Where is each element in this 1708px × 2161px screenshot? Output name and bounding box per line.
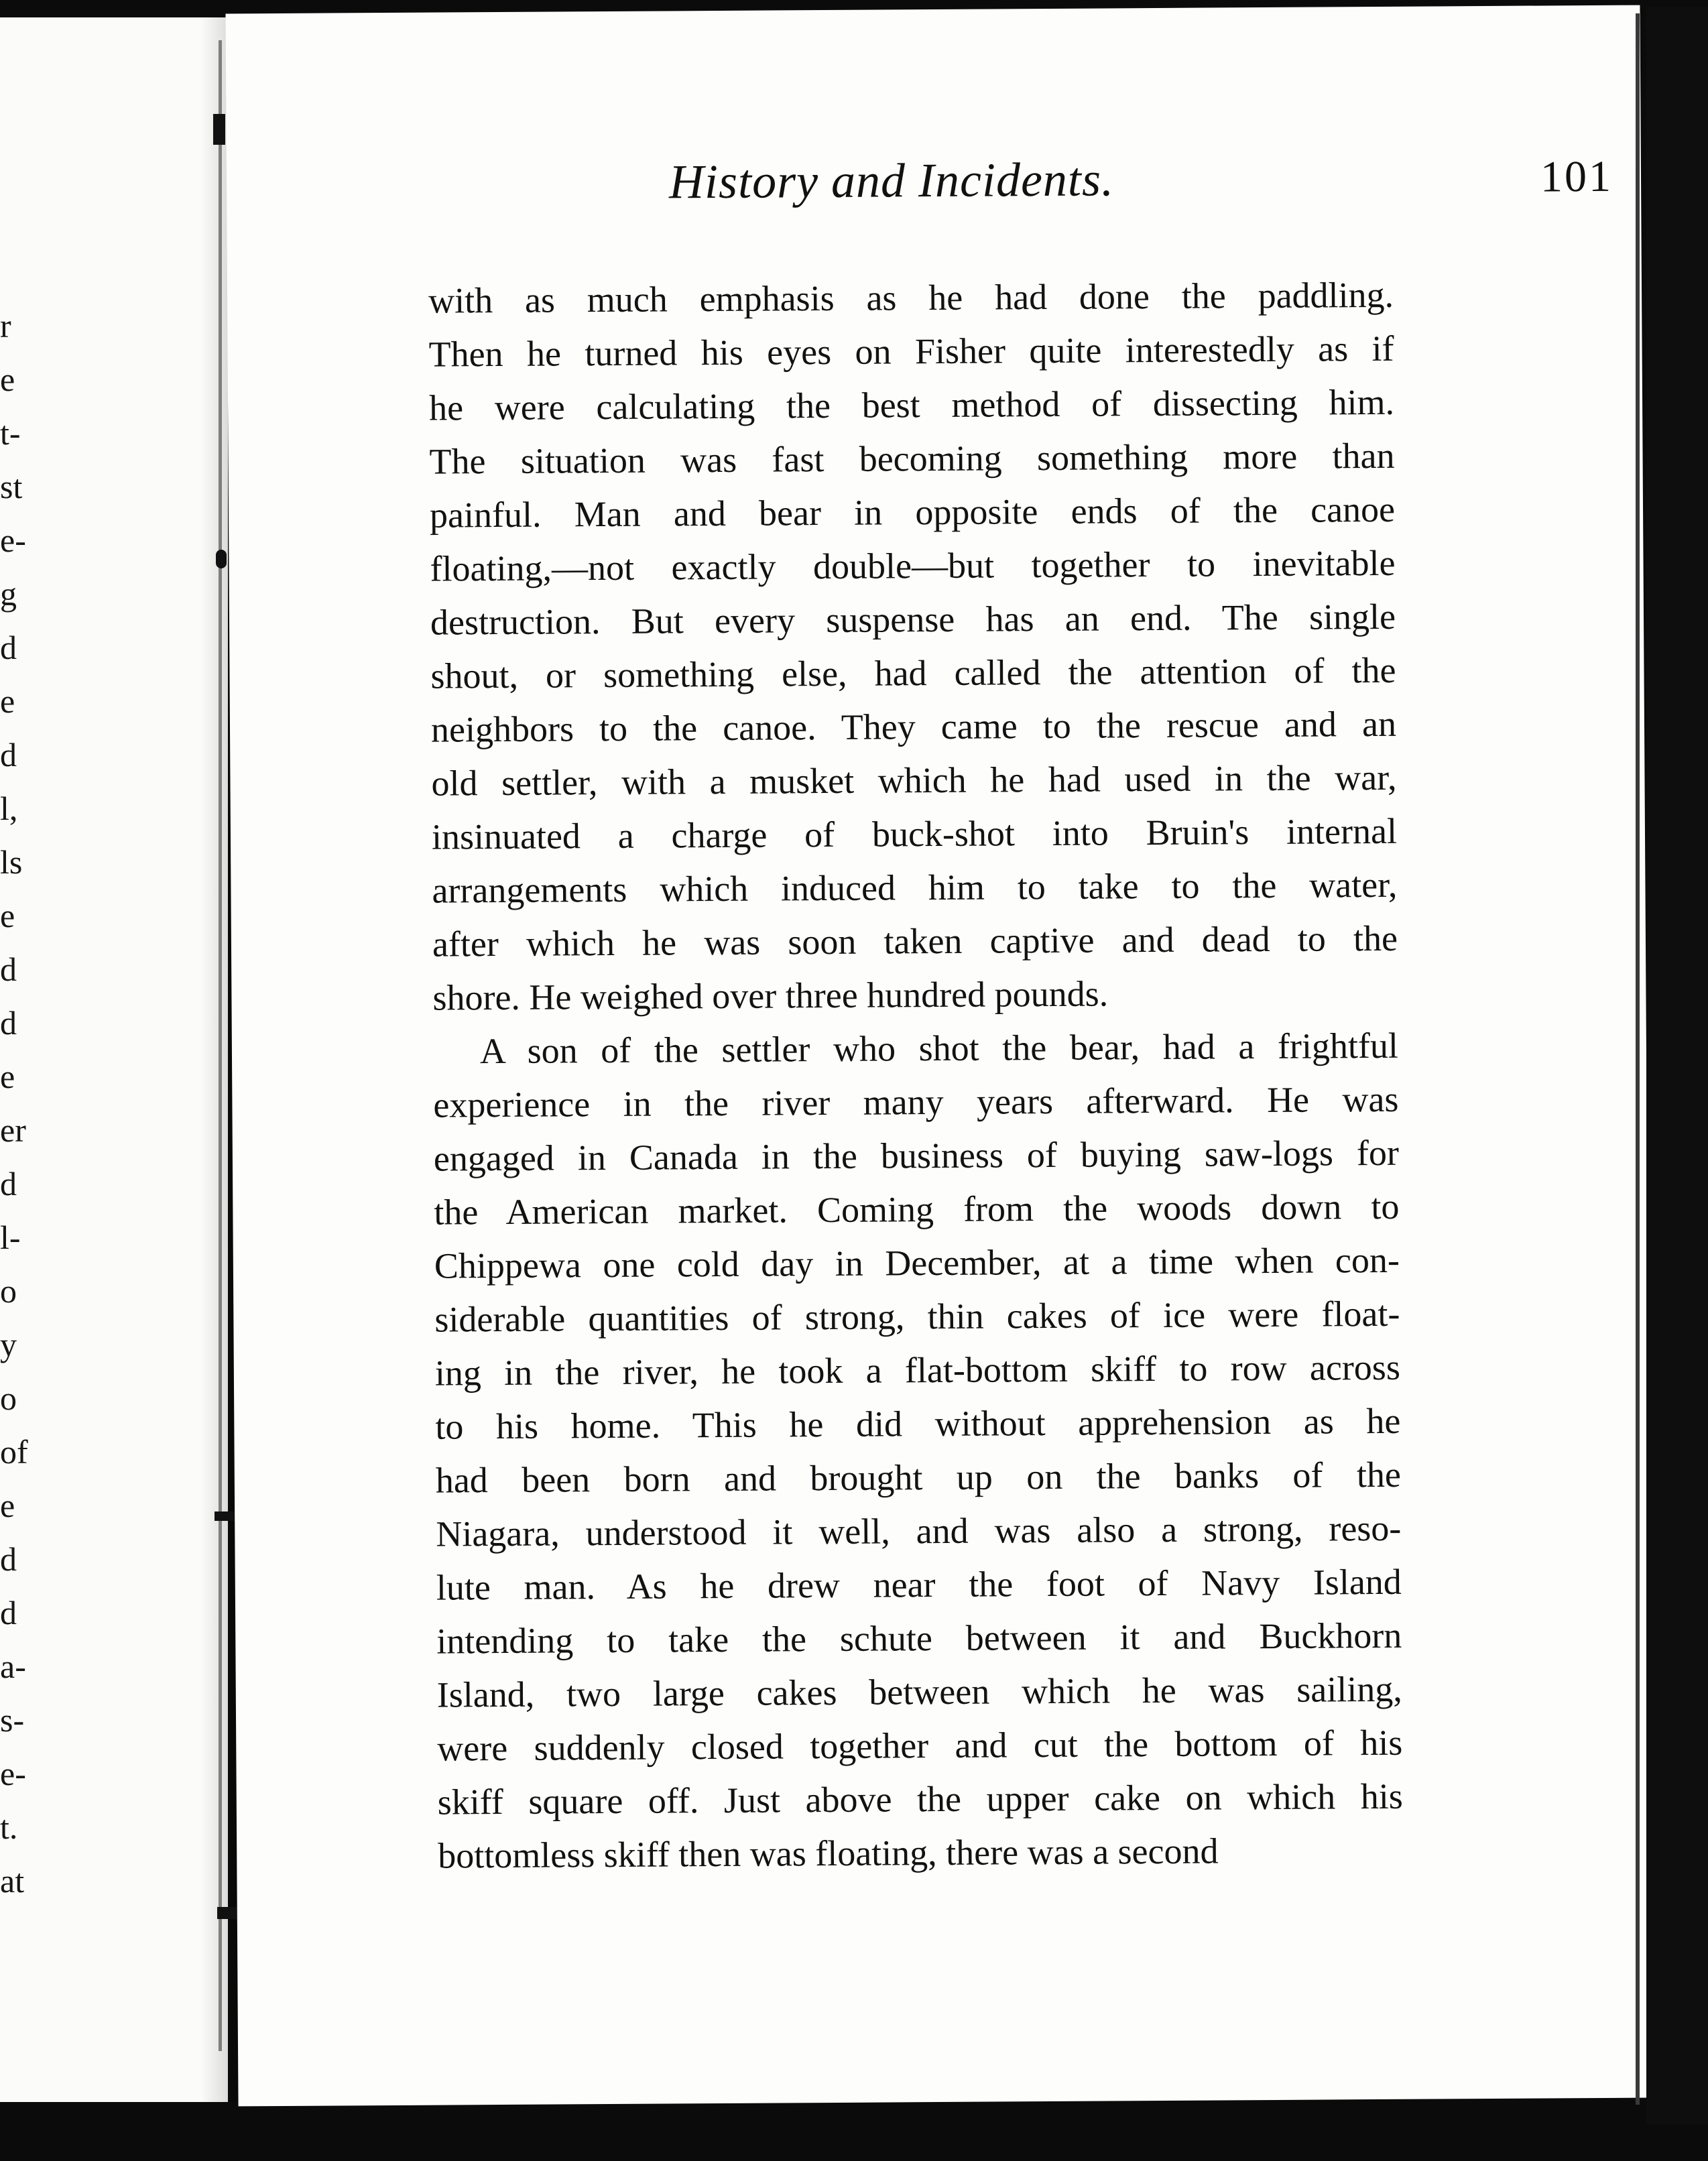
text-line: painful. Man and bear in opposite ends of the canoe <box>429 489 1396 536</box>
facing-page-fragments <box>0 299 27 1908</box>
text-line: floating,—not exactly double—but together to inevitable <box>430 542 1396 589</box>
text-line: old settler, with a musket which he had used in the war, <box>431 757 1397 804</box>
facing-page-fragment: st <box>0 468 23 505</box>
text-line: Island, two large cakes between which he was sailing, <box>436 1668 1402 1715</box>
facing-page-fragment: of <box>0 1433 28 1471</box>
facing-page-fragment: d <box>0 629 17 666</box>
facing-page-fragment: s- <box>0 1701 25 1739</box>
text-line: skiff square off. Just above the upper cake on which his <box>437 1776 1403 1823</box>
facing-page-fragment: t. <box>0 1808 18 1846</box>
facing-page-fragment: o <box>0 1272 17 1310</box>
paragraph <box>433 1019 1404 1883</box>
page-edge-line <box>1636 13 1640 2105</box>
running-title: History and Incidents. <box>668 152 1115 209</box>
facing-page-fragment: d <box>0 1165 17 1202</box>
facing-page-fragment: l- <box>0 1219 21 1256</box>
facing-page-fragment: ls <box>0 843 23 881</box>
text-line: after which he was soon taken captive and dead to the <box>432 918 1398 965</box>
facing-page-fragment: g <box>0 575 17 613</box>
text-line: bottomless skiff then was floating, there was a second <box>438 1831 1219 1876</box>
text-line: with as much emphasis as he had done the paddling. <box>428 274 1394 321</box>
facing-page-fragment: e <box>0 361 15 398</box>
text-line: arrangements which induced him to take to the water, <box>432 864 1398 911</box>
text-line: to his home. This he did without apprehension as he <box>435 1400 1401 1447</box>
facing-page-fragment: at <box>0 1862 25 1900</box>
facing-page-fragment: o <box>0 1379 17 1417</box>
paragraph <box>428 268 1398 1025</box>
text-line: shout, or something else, had called the attention of the <box>430 650 1396 696</box>
facing-page-fragment: r <box>0 307 11 345</box>
text-line: Then he turned his eyes on Fisher quite interestedly as if <box>428 328 1394 375</box>
facing-page-fragment: er <box>0 1111 26 1149</box>
facing-page-fragment: y <box>0 1326 17 1363</box>
facing-page-fragment: t- <box>0 414 21 452</box>
facing-page-fragment: e <box>0 682 15 720</box>
text-line: ing in the river, he took a flat-bottom skiff to row across <box>434 1347 1401 1394</box>
binding-clip-top <box>213 114 225 145</box>
facing-page-fragment: l, <box>0 790 18 827</box>
text-line: insinuated a charge of buck-shot into Bruin's internal <box>431 810 1398 857</box>
text-line: Niagara, understood it well, and was also a strong, reso- <box>436 1507 1402 1554</box>
text-line: the American market. Coming from the woods down to <box>434 1186 1400 1233</box>
text-line: neighbors to the canoe. They came to the rescue and an <box>430 703 1397 750</box>
facing-page-fragment: d <box>0 1540 17 1578</box>
text-line: experience in the river many years afterward. He was <box>433 1078 1399 1125</box>
facing-page-fragment: d <box>0 1594 17 1631</box>
text-line: destruction. But every suspense has an end. The single <box>430 596 1396 643</box>
facing-page-fragment: d <box>0 950 17 988</box>
facing-page-fragment: e <box>0 1487 15 1524</box>
facing-page <box>0 17 228 2102</box>
binding-clip-lower <box>215 1511 235 1521</box>
page-edge-shadow <box>1646 7 1708 2125</box>
text-line: lute man. As he drew near the foot of Navy Island <box>436 1561 1402 1608</box>
page-number: 101 <box>1540 151 1613 202</box>
body-text <box>428 268 1404 1883</box>
text-line: intending to take the schute between it and Buckhorn <box>436 1615 1402 1662</box>
book-page <box>225 5 1652 2107</box>
text-line: had been born and brought up on the banks of the <box>435 1454 1402 1501</box>
binding-clip-middle <box>216 550 227 568</box>
text-line: engaged in Canada in the business of buying saw-logs for <box>433 1132 1400 1179</box>
facing-page-fragment: e <box>0 897 15 934</box>
facing-page-fragment: d <box>0 736 17 774</box>
text-line: siderable quantities of strong, thin cakes of ice were float- <box>434 1293 1400 1340</box>
text-line: shore. He weighed over three hundred pounds. <box>432 973 1109 1018</box>
text-line: he were calculating the best method of dissecting him. <box>428 381 1395 428</box>
facing-page-fragment: e <box>0 1058 15 1095</box>
facing-page-fragment: a- <box>0 1648 26 1685</box>
text-line: Chippewa one cold day in December, at a time when con- <box>434 1239 1400 1286</box>
facing-page-fragment: d <box>0 1004 17 1042</box>
facing-page-fragment: e- <box>0 521 26 559</box>
page-header <box>669 149 1642 229</box>
text-line: A son of the settler who shot the bear, had a frightful <box>479 1025 1399 1072</box>
text-line: were suddenly closed together and cut the bottom of his <box>437 1722 1403 1769</box>
binding-edge <box>219 40 222 2051</box>
text-line: The situation was fast becoming something more than <box>429 435 1395 482</box>
facing-page-fragment: e- <box>0 1755 26 1792</box>
